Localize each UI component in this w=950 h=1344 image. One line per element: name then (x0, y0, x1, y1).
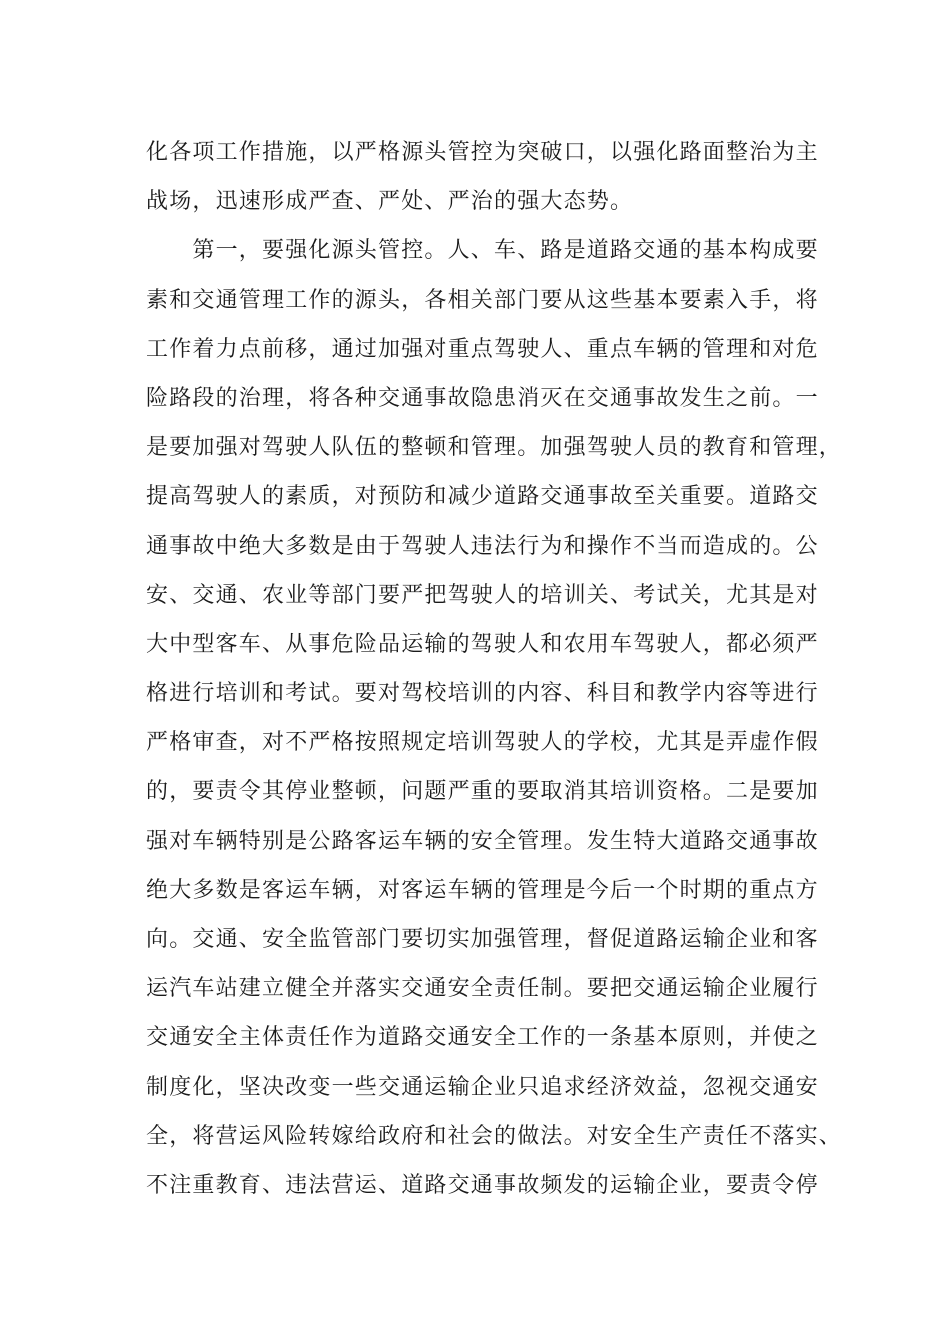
text-line-4: 素和交通管理工作的源头，各相关部门要从这些基本要素入手，将 (146, 287, 819, 313)
text-line-2: 战场，迅速形成严查、严处、严治的强大态势。 (146, 189, 634, 215)
text-line-21: 全，将营运风险转嫁给政府和社会的做法。对安全生产责任不落实、 (146, 1123, 843, 1149)
text-line-3: 第一，要强化源头管控。人、车、路是道路交通的基本构成要 (146, 238, 819, 264)
text-line-9: 通事故中绝大多数是由于驾驶人违法行为和操作不当而造成的。公 (146, 533, 819, 559)
text-line-10: 安、交通、农业等部门要严把驾驶人的培训关、考试关，尤其是对 (146, 582, 819, 608)
text-line-14: 的，要责令其停业整顿，问题严重的要取消其培训资格。二是要加 (146, 779, 819, 805)
text-line-17: 向。交通、安全监管部门要切实加强管理，督促道路运输企业和客 (146, 927, 819, 952)
text-line-18: 运汽车站建立健全并落实交通安全责任制。要把交通运输企业履行 (146, 976, 819, 1002)
text-line-5: 工作着力点前移，通过加强对重点驾驶人、重点车辆的管理和对危 (146, 336, 819, 362)
text-line-22: 不注重教育、违法营运、道路交通事故频发的运输企业，要责令停 (146, 1172, 819, 1198)
text-line-7: 是要加强对驾驶人队伍的整顿和管理。加强驾驶人员的教育和管理， (146, 435, 843, 461)
text-line-1: 化各项工作措施，以严格源头管控为突破口，以强化路面整治为主 (146, 140, 819, 165)
text-line-16: 绝大多数是客运车辆，对客运车辆的管理是今后一个时期的重点方 (146, 877, 819, 903)
text-line-15: 强对车辆特别是公路客运车辆的安全管理。发生特大道路交通事故 (146, 828, 819, 854)
text-line-11: 大中型客车、从事危险品运输的驾驶人和农用车驾驶人，都必须严 (146, 631, 819, 657)
text-line-12: 格进行培训和考试。要对驾校培训的内容、科目和教学内容等进行 (146, 681, 819, 707)
text-line-8: 提高驾驶人的素质，对预防和减少道路交通事故至关重要。道路交 (146, 484, 819, 510)
text-line-6: 险路段的治理，将各种交通事故隐患消灭在交通事故发生之前。一 (146, 385, 819, 411)
text-line-19: 交通安全主体责任作为道路交通安全工作的一条基本原则，并使之 (146, 1025, 819, 1051)
text-line-13: 严格审查，对不严格按照规定培训驾驶人的学校，尤其是弄虚作假 (146, 730, 819, 756)
body-text (146, 128, 843, 1210)
text-line-20: 制度化，坚决改变一些交通运输企业只追求经济效益，忽视交通安 (146, 1074, 819, 1100)
